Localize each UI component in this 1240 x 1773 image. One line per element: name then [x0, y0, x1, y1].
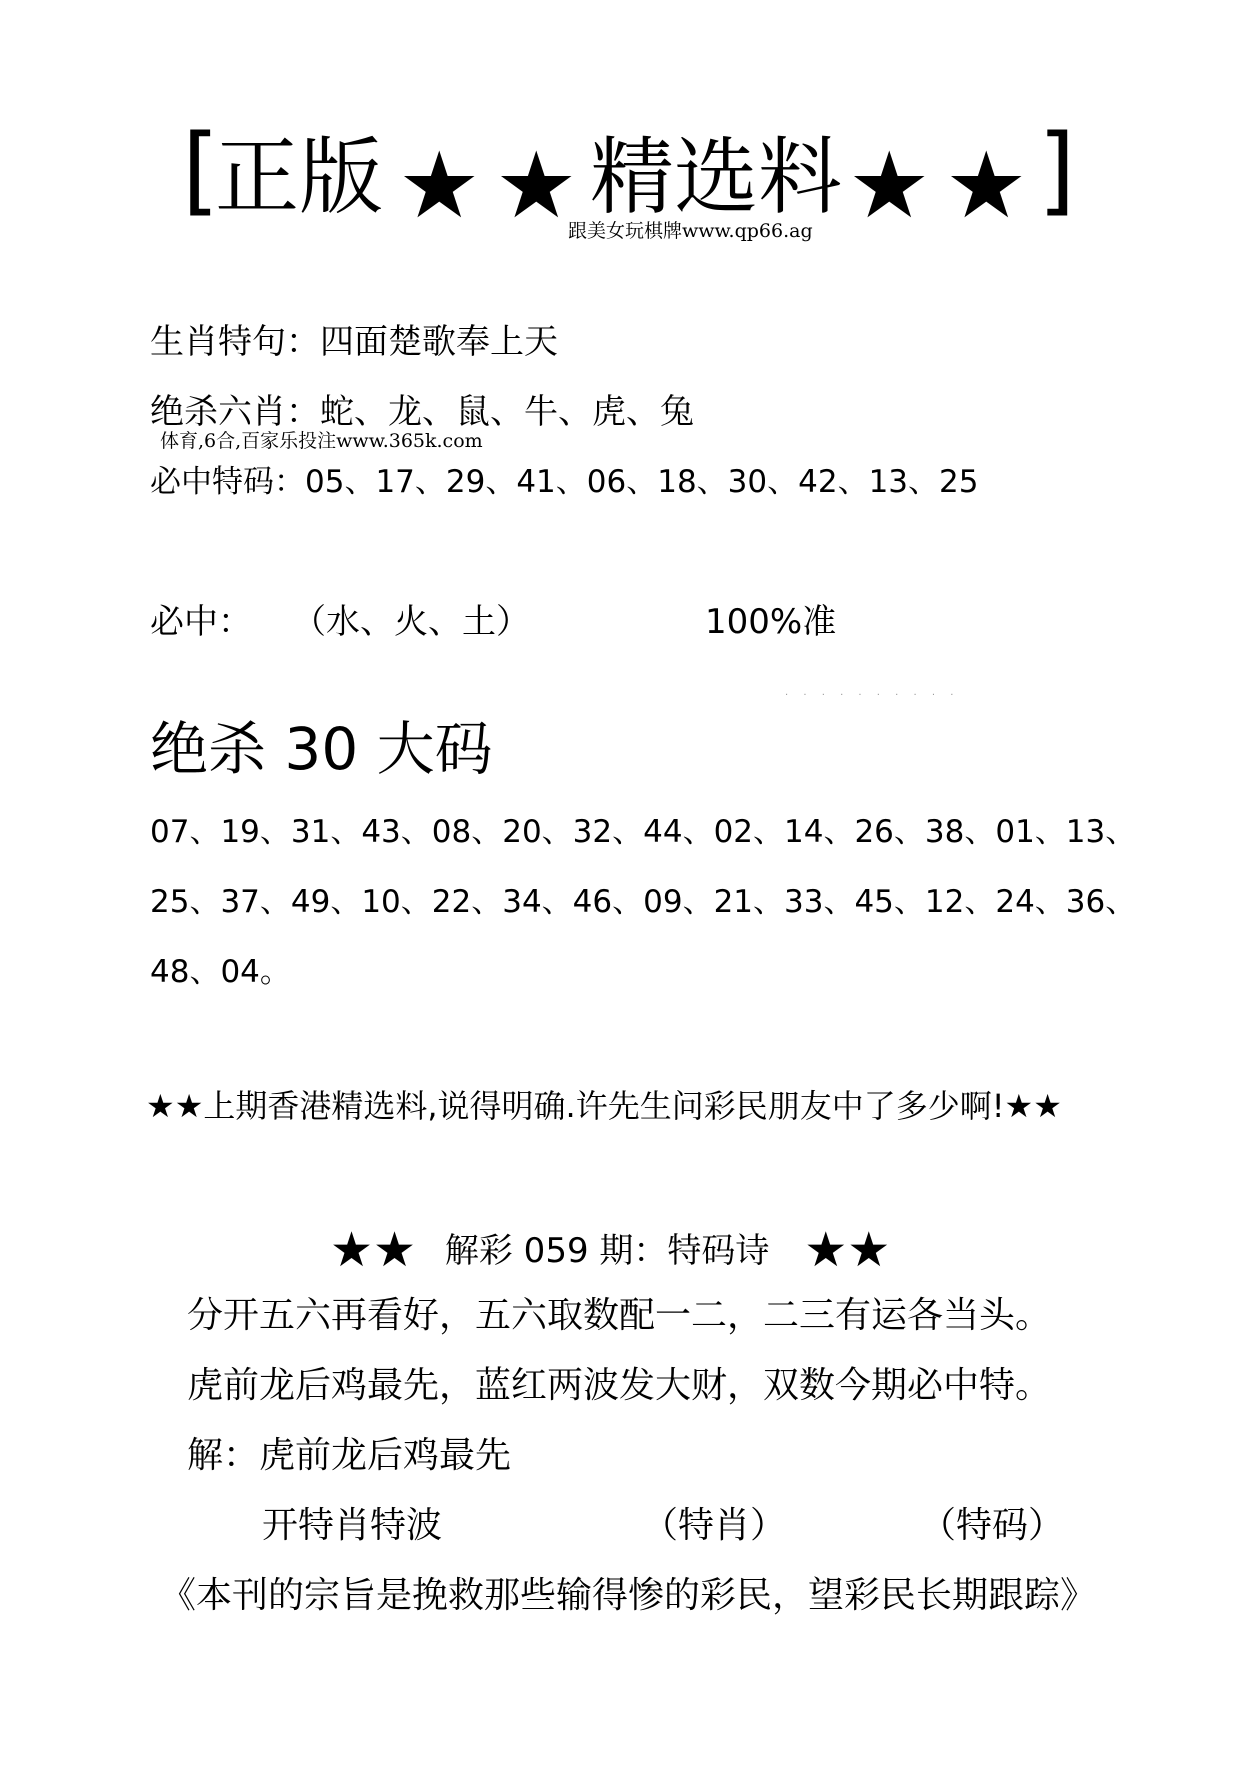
elements-text: （水、火、土） [292, 602, 530, 642]
title-main: 精选料 [590, 128, 843, 226]
accuracy-text: 100%准 [705, 602, 837, 642]
bracket-open: [ [182, 114, 220, 226]
footer-motto: 《本刊的宗旨是挽救那些输得惨的彩民，望彩民长期跟踪》 [160, 1575, 1097, 1616]
poem-explanation: 解：虎前龙后鸡最先 [187, 1435, 512, 1476]
title-left: 正版 [215, 128, 384, 226]
notice-text: ★★上期香港精选料,说得明确.许先生问彩民朋友中了多少啊!★★ [146, 1087, 1062, 1125]
star-icon: ★ [848, 132, 931, 239]
watermark-text: 跟美女玩棋牌www.qp66.ag [568, 220, 813, 242]
poem-title [330, 1222, 891, 1278]
star-icon: ★★ [330, 1222, 417, 1278]
star-icon: ★ [398, 132, 481, 239]
watermark-text-2: 体育,6合,百家乐投注www.365k.com [160, 430, 483, 452]
star-icon: ★★ [804, 1222, 891, 1278]
must-label: 必中： [150, 602, 252, 642]
kill30-row: 25、37、49、10、22、34、46、09、21、33、45、12、24、36、 [150, 884, 1137, 920]
must-special-numbers: 必中特码：05、17、29、41、06、18、30、42、13、25 [150, 464, 979, 500]
kill30-row: 48、04。 [150, 954, 291, 990]
special-number: （特码） [920, 1505, 1065, 1546]
star-icon: ★ [495, 132, 578, 239]
star-icon: ★ [945, 132, 1028, 239]
poem-line: 虎前龙后鸡最先，蓝红两波发大财，双数今期必中特。 [187, 1365, 1052, 1406]
bracket-close: ] [1038, 114, 1076, 226]
zodiac-phrase: 生肖特句：四面楚歌奉上天 [150, 322, 558, 362]
special-zodiac: （特肖） [642, 1505, 787, 1546]
open-special-wave: 开特肖特波 [262, 1505, 443, 1546]
poem-line: 分开五六再看好，五六取数配一二，二三有运各当头。 [187, 1295, 1052, 1336]
kill-six-zodiacs: 绝杀六肖：蛇、龙、鼠、牛、虎、兔 [150, 392, 694, 432]
kill30-heading: 绝杀 30 大码 [150, 715, 493, 783]
poem-title-text: 解彩 059 期：特码诗 [444, 1231, 770, 1271]
kill30-row: 07、19、31、43、08、20、32、44、02、14、26、38、01、13、 [150, 814, 1137, 850]
faint-dots: · · · · · · · · · · [785, 690, 960, 701]
